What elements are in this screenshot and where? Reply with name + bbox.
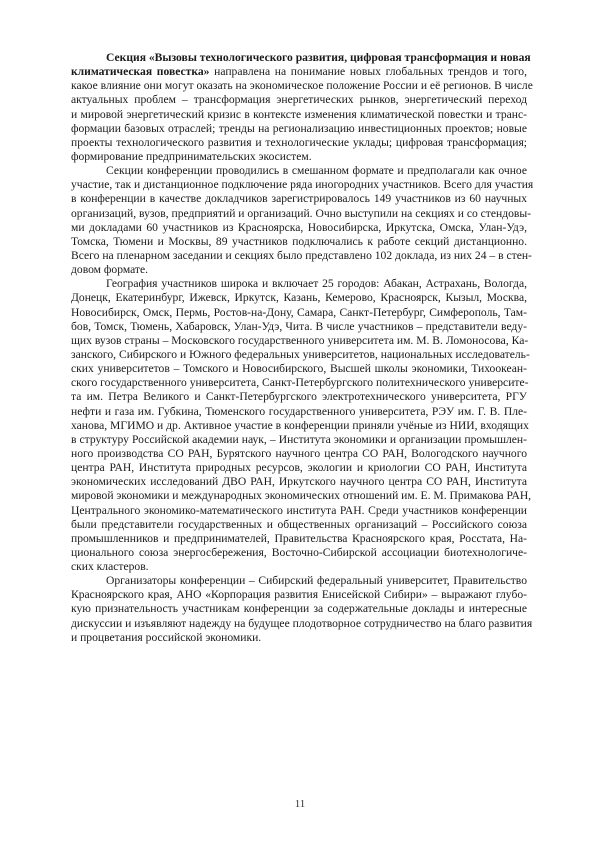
- text-run: ми докладами 60 участников из Красноярска, Новосибирска, Иркутска, Омска, Улан-Удэ,: [71, 220, 527, 234]
- text-line: [71, 405, 527, 419]
- text-line: [71, 51, 531, 65]
- text-run: География участников широка и включает 25 городов: Абакан, Астрахань, Вологда,: [106, 277, 527, 291]
- text-line: [71, 150, 527, 164]
- text-line: [71, 419, 527, 433]
- text-run: были представители государственных и общественных организаций – Российского союза: [71, 517, 527, 531]
- text-run: и мировой энергетический кризис в контексте изменения климатической повестки и транс-: [71, 107, 527, 121]
- text-line: [71, 136, 527, 150]
- text-run: дискуссии и изъявляют надежду на будущее плодотворное сотрудничество на благо развития: [71, 616, 533, 630]
- paragraph-section-intro: [71, 51, 533, 164]
- text-run: участие, так и дистанционное подключение ряда иногородних участников. Всего для участия: [71, 178, 534, 192]
- text-run: ханова, МГИМО и др. Активное участие в конференции приняли учёные из НИИ, входящих: [71, 418, 529, 432]
- text-run: щих вузов страны – Московского государственного университета им. М. В. Ломоносова, Ка-: [71, 333, 529, 347]
- text-run: ного производства СО РАН, Бурятского научного центра СО РАН, Вологодского научного: [71, 446, 527, 460]
- text-line: [71, 277, 527, 291]
- text-line: [71, 362, 527, 376]
- text-run: Красноярского края, АНО «Корпорация развития Енисейской Сибири» – выражают глубо-: [71, 588, 527, 602]
- body-text: [71, 51, 534, 645]
- text-run: Томска, Тюмени и Москвы, 89 участников подключались к работе секций дистанционно.: [71, 234, 527, 248]
- text-line: [71, 334, 527, 348]
- text-line: [71, 93, 527, 107]
- paragraph-organizers: [71, 574, 533, 645]
- text-line: [71, 616, 533, 631]
- bold-text: климатическая повестка»: [71, 65, 210, 79]
- text-line: [71, 489, 532, 503]
- text-run: ских кластеров.: [71, 560, 149, 574]
- text-line: [71, 108, 527, 122]
- text-line: [71, 532, 527, 546]
- text-run: Новосибирск, Омск, Пермь, Ростов-на-Дону, Самара, Санкт-Петербург, Симферополь, Там-: [71, 305, 527, 319]
- bold-text: Секция «Вызовы технологического развития, цифровая трансформация и новая: [106, 51, 531, 64]
- text-line: [71, 263, 527, 277]
- text-line: [71, 347, 530, 362]
- text-run: и процветания российской экономики.: [71, 630, 262, 644]
- text-run: Центрального экономико-математического института РАН. Среди участников конференции: [71, 503, 527, 517]
- text-line: [71, 447, 527, 461]
- text-run: в конференции в качестве докладчиков зарегистрировалось 149 участников из 60 научных: [71, 192, 527, 206]
- text-line: [71, 206, 532, 221]
- text-line: [71, 602, 527, 616]
- text-line: [71, 306, 527, 320]
- text-line: [71, 504, 527, 518]
- text-run: проекты технологического развития и технологические уклады; цифровая трансформация;: [71, 135, 527, 149]
- text-line: [71, 122, 527, 136]
- page-number: 11: [294, 798, 306, 810]
- text-line: [71, 79, 533, 93]
- text-run: Всего на пленарном заседании и секциях было представлено 102 доклада, из них 24 – в стен-: [71, 248, 532, 262]
- text-run: кую признательность участникам конференции за содержательные доклады и интересные: [71, 602, 527, 616]
- text-run: в структуру Российской академии наук, – Института экономики и организации промышлен-: [71, 432, 527, 446]
- text-run: какое влияние они могут оказать на экономическое положение России и её регионов. В числе: [71, 79, 533, 93]
- paragraph-format: [71, 164, 534, 277]
- text-line: [71, 560, 527, 574]
- text-run: актуальных проблем – трансформация энергетических рынков, энергетический переход: [71, 93, 527, 107]
- text-line: [71, 65, 527, 79]
- text-run: направлена на понимание новых глобальных трендов и того,: [209, 65, 527, 79]
- text-run: центра РАН, Института природных ресурсов, экологии и криологии СО РАН, Института: [71, 461, 527, 475]
- text-run: промышленников и предпринимателей, Правительства Красноярского края, Росстата, На-: [71, 531, 527, 545]
- text-line: [71, 376, 527, 390]
- text-run: организаций, вузов, предприятий и организаций. Очно выступили на секциях и со стендовы-: [71, 206, 532, 220]
- text-run: Донецк, Екатеринбург, Ижевск, Иркутск, Казань, Кемерово, Красноярск, Кызыл, Москва,: [71, 291, 527, 305]
- paragraph-geography: [71, 277, 532, 574]
- text-line: [71, 235, 527, 249]
- text-line: [71, 433, 527, 447]
- text-run: Секции конференции проводились в смешанном формате и предполагали как очное: [106, 164, 527, 178]
- text-line: [71, 574, 527, 588]
- text-run: экономических исследований ДВО РАН, Иркутского научного центра СО РАН, Института: [71, 475, 527, 489]
- text-line: [71, 178, 534, 192]
- text-line: [71, 248, 532, 263]
- text-run: ционального союза энергосбережения, Восточно-Сибирской ассоциации биотехнологиче-: [71, 545, 527, 559]
- text-run: довом формате.: [71, 263, 149, 277]
- text-run: формации базовых отраслей; тренды на регионализацию инвестиционных проектов; новые: [71, 121, 527, 135]
- text-line: [71, 475, 527, 489]
- text-line: [71, 164, 527, 178]
- text-run: ского государственного университета, Санкт-Петербургского политехнического университе-: [71, 376, 529, 390]
- text-run: нефти и газа им. Губкина, Тюменского государственного университета, РЭУ им. Г. В. Пле-: [71, 404, 527, 418]
- text-line: [71, 631, 527, 645]
- text-line: [71, 221, 527, 235]
- text-run: та им. Петра Великого и Санкт-Петербургского электротехнического университета, РГУ: [71, 390, 527, 404]
- text-run: формирование предпринимательских экосистем.: [71, 149, 312, 163]
- text-line: [71, 192, 527, 206]
- text-line: [71, 461, 527, 475]
- text-run: занского, Сибирского и Южного федеральных университетов, национальных исследователь-: [71, 347, 530, 361]
- text-line: [71, 320, 527, 334]
- text-run: ских университетов – Томского и Новосибирского, Высшей школы экономики, Тихоокеан-: [71, 362, 527, 376]
- text-line: [71, 518, 527, 532]
- text-line: [71, 588, 527, 602]
- text-run: Организаторы конференции – Сибирский федеральный университет, Правительство: [106, 574, 527, 588]
- text-line: [71, 546, 527, 560]
- text-run: бов, Томск, Тюмень, Хабаровск, Улан-Удэ, Чита. В числе участников – представители веду-: [71, 319, 527, 333]
- text-line: [71, 390, 527, 404]
- text-run: мировой экономики и международных экономических отношений им. Е. М. Примакова РАН,: [71, 489, 532, 503]
- text-line: [71, 291, 527, 305]
